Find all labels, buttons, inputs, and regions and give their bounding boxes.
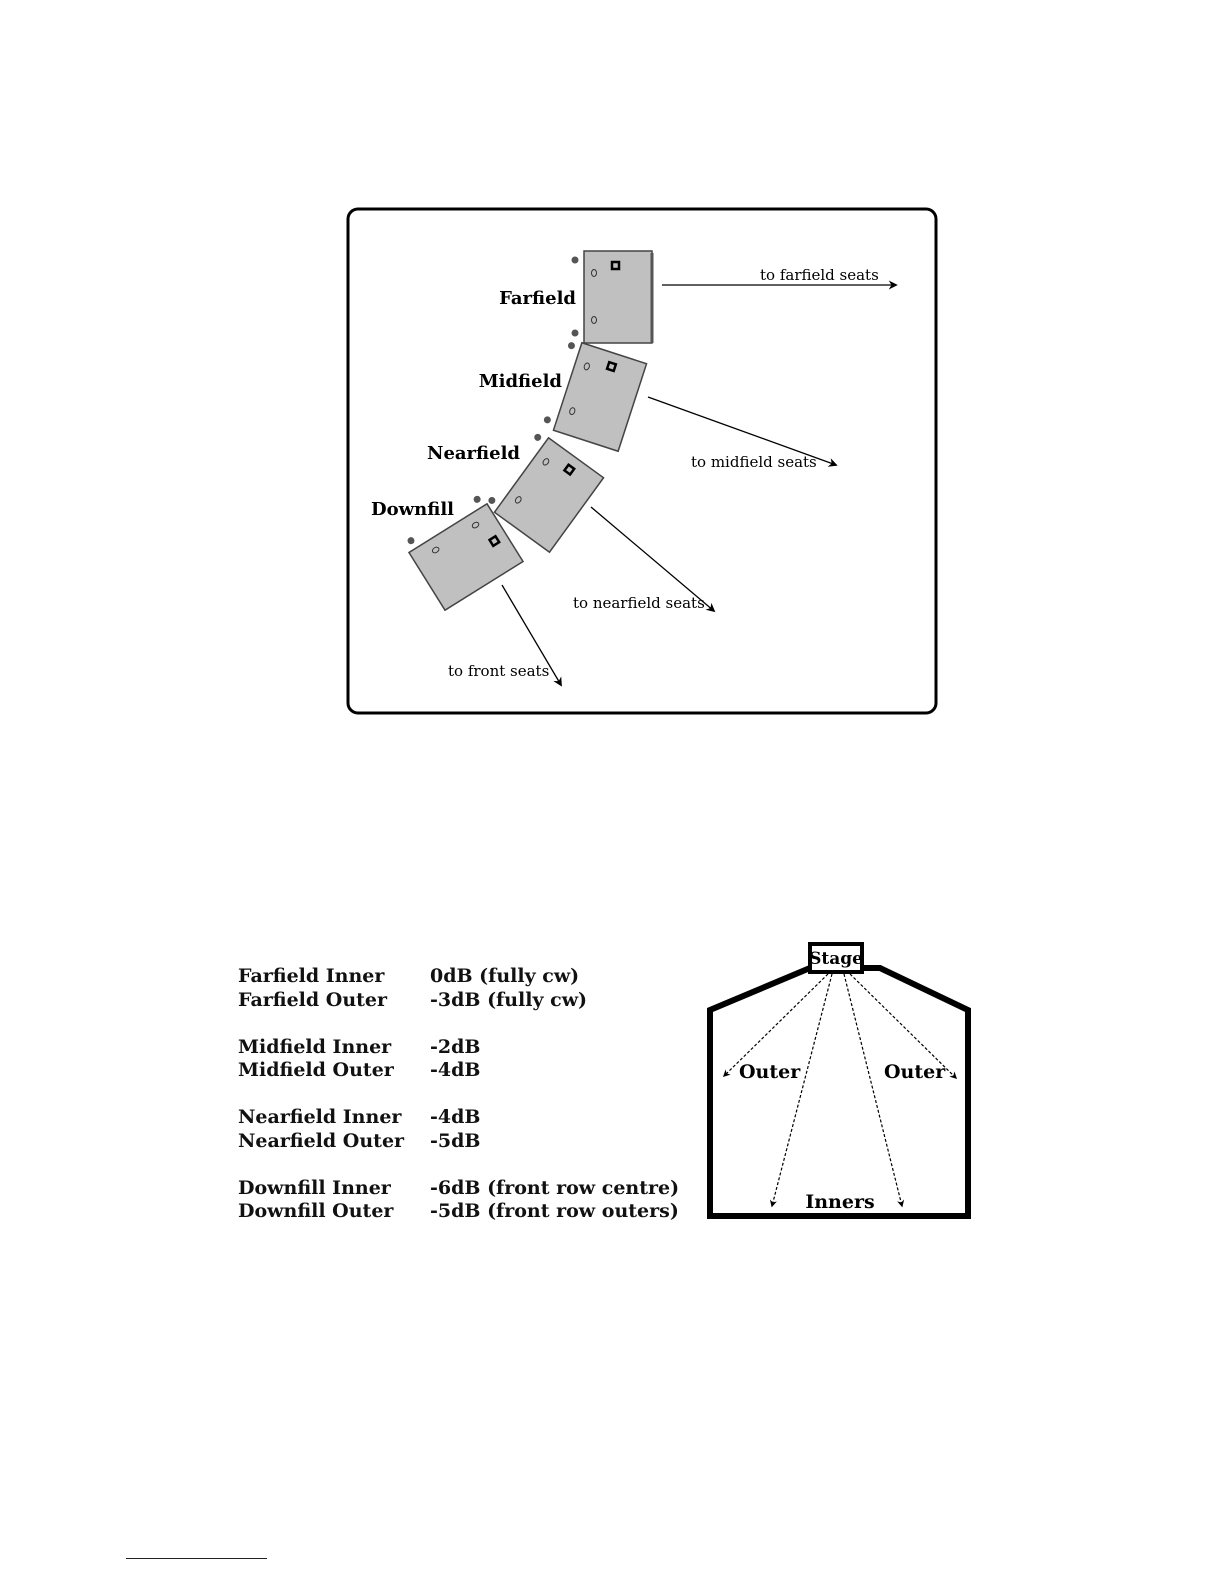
level-group-farfield bbox=[238, 965, 678, 1012]
inner-left-arrow bbox=[772, 974, 832, 1206]
level-label: Farfield Inner bbox=[238, 965, 385, 987]
level-label: Farfield Outer bbox=[238, 988, 388, 1011]
level-row bbox=[238, 1059, 678, 1083]
level-label: Downfill Outer bbox=[238, 1200, 394, 1222]
level-row bbox=[238, 1036, 678, 1060]
level-settings-list bbox=[238, 965, 678, 1247]
level-row bbox=[238, 965, 678, 989]
venue-outline bbox=[710, 968, 968, 1216]
level-label: Nearfield Inner bbox=[238, 1106, 402, 1128]
line-array-diagram bbox=[346, 207, 940, 717]
downfill-target-label: to front seats bbox=[448, 662, 550, 680]
level-value: 0dB (fully cw) bbox=[430, 965, 580, 987]
level-group-downfill bbox=[238, 1177, 678, 1224]
venue-coverage-diagram bbox=[700, 938, 980, 1228]
midfield-label: Midfield bbox=[478, 371, 562, 392]
level-label: Midfield Inner bbox=[238, 1035, 392, 1058]
level-value: -2dB bbox=[430, 1035, 481, 1058]
downfill-label: Downfill bbox=[371, 499, 454, 520]
level-label: Downfill Inner bbox=[238, 1176, 391, 1199]
level-group-midfield bbox=[238, 1036, 678, 1083]
inner-right-arrow bbox=[844, 974, 902, 1206]
level-value: -5dB bbox=[430, 1129, 481, 1152]
stage-label: Stage bbox=[809, 949, 863, 969]
level-row bbox=[238, 1177, 678, 1201]
level-row bbox=[238, 1200, 678, 1224]
level-label: Nearfield Outer bbox=[238, 1129, 405, 1152]
level-value: -6dB (front row centre) bbox=[430, 1176, 680, 1199]
level-row bbox=[238, 1106, 678, 1130]
farfield-target-label: to farfield seats bbox=[760, 266, 879, 284]
level-value: -3dB (fully cw) bbox=[430, 988, 588, 1011]
level-row bbox=[238, 1130, 678, 1154]
level-label: Midfield Outer bbox=[238, 1059, 394, 1081]
farfield-label: Farfield bbox=[499, 288, 576, 309]
level-row bbox=[238, 989, 678, 1013]
level-value: -5dB (front row outers) bbox=[430, 1200, 679, 1222]
midfield-target-label: to midfield seats bbox=[691, 453, 817, 471]
outer-left-label: Outer bbox=[739, 1061, 801, 1083]
inners-label: Inners bbox=[805, 1191, 875, 1213]
nearfield-target-label: to nearfield seats bbox=[573, 594, 705, 612]
level-group-nearfield bbox=[238, 1106, 678, 1153]
farfield-cabinet bbox=[572, 251, 653, 343]
footnote-rule bbox=[126, 1558, 267, 1559]
nearfield-label: Nearfield bbox=[426, 443, 520, 464]
level-value: -4dB bbox=[430, 1059, 481, 1081]
outer-right-label: Outer bbox=[884, 1061, 946, 1083]
level-value: -4dB bbox=[430, 1106, 481, 1128]
